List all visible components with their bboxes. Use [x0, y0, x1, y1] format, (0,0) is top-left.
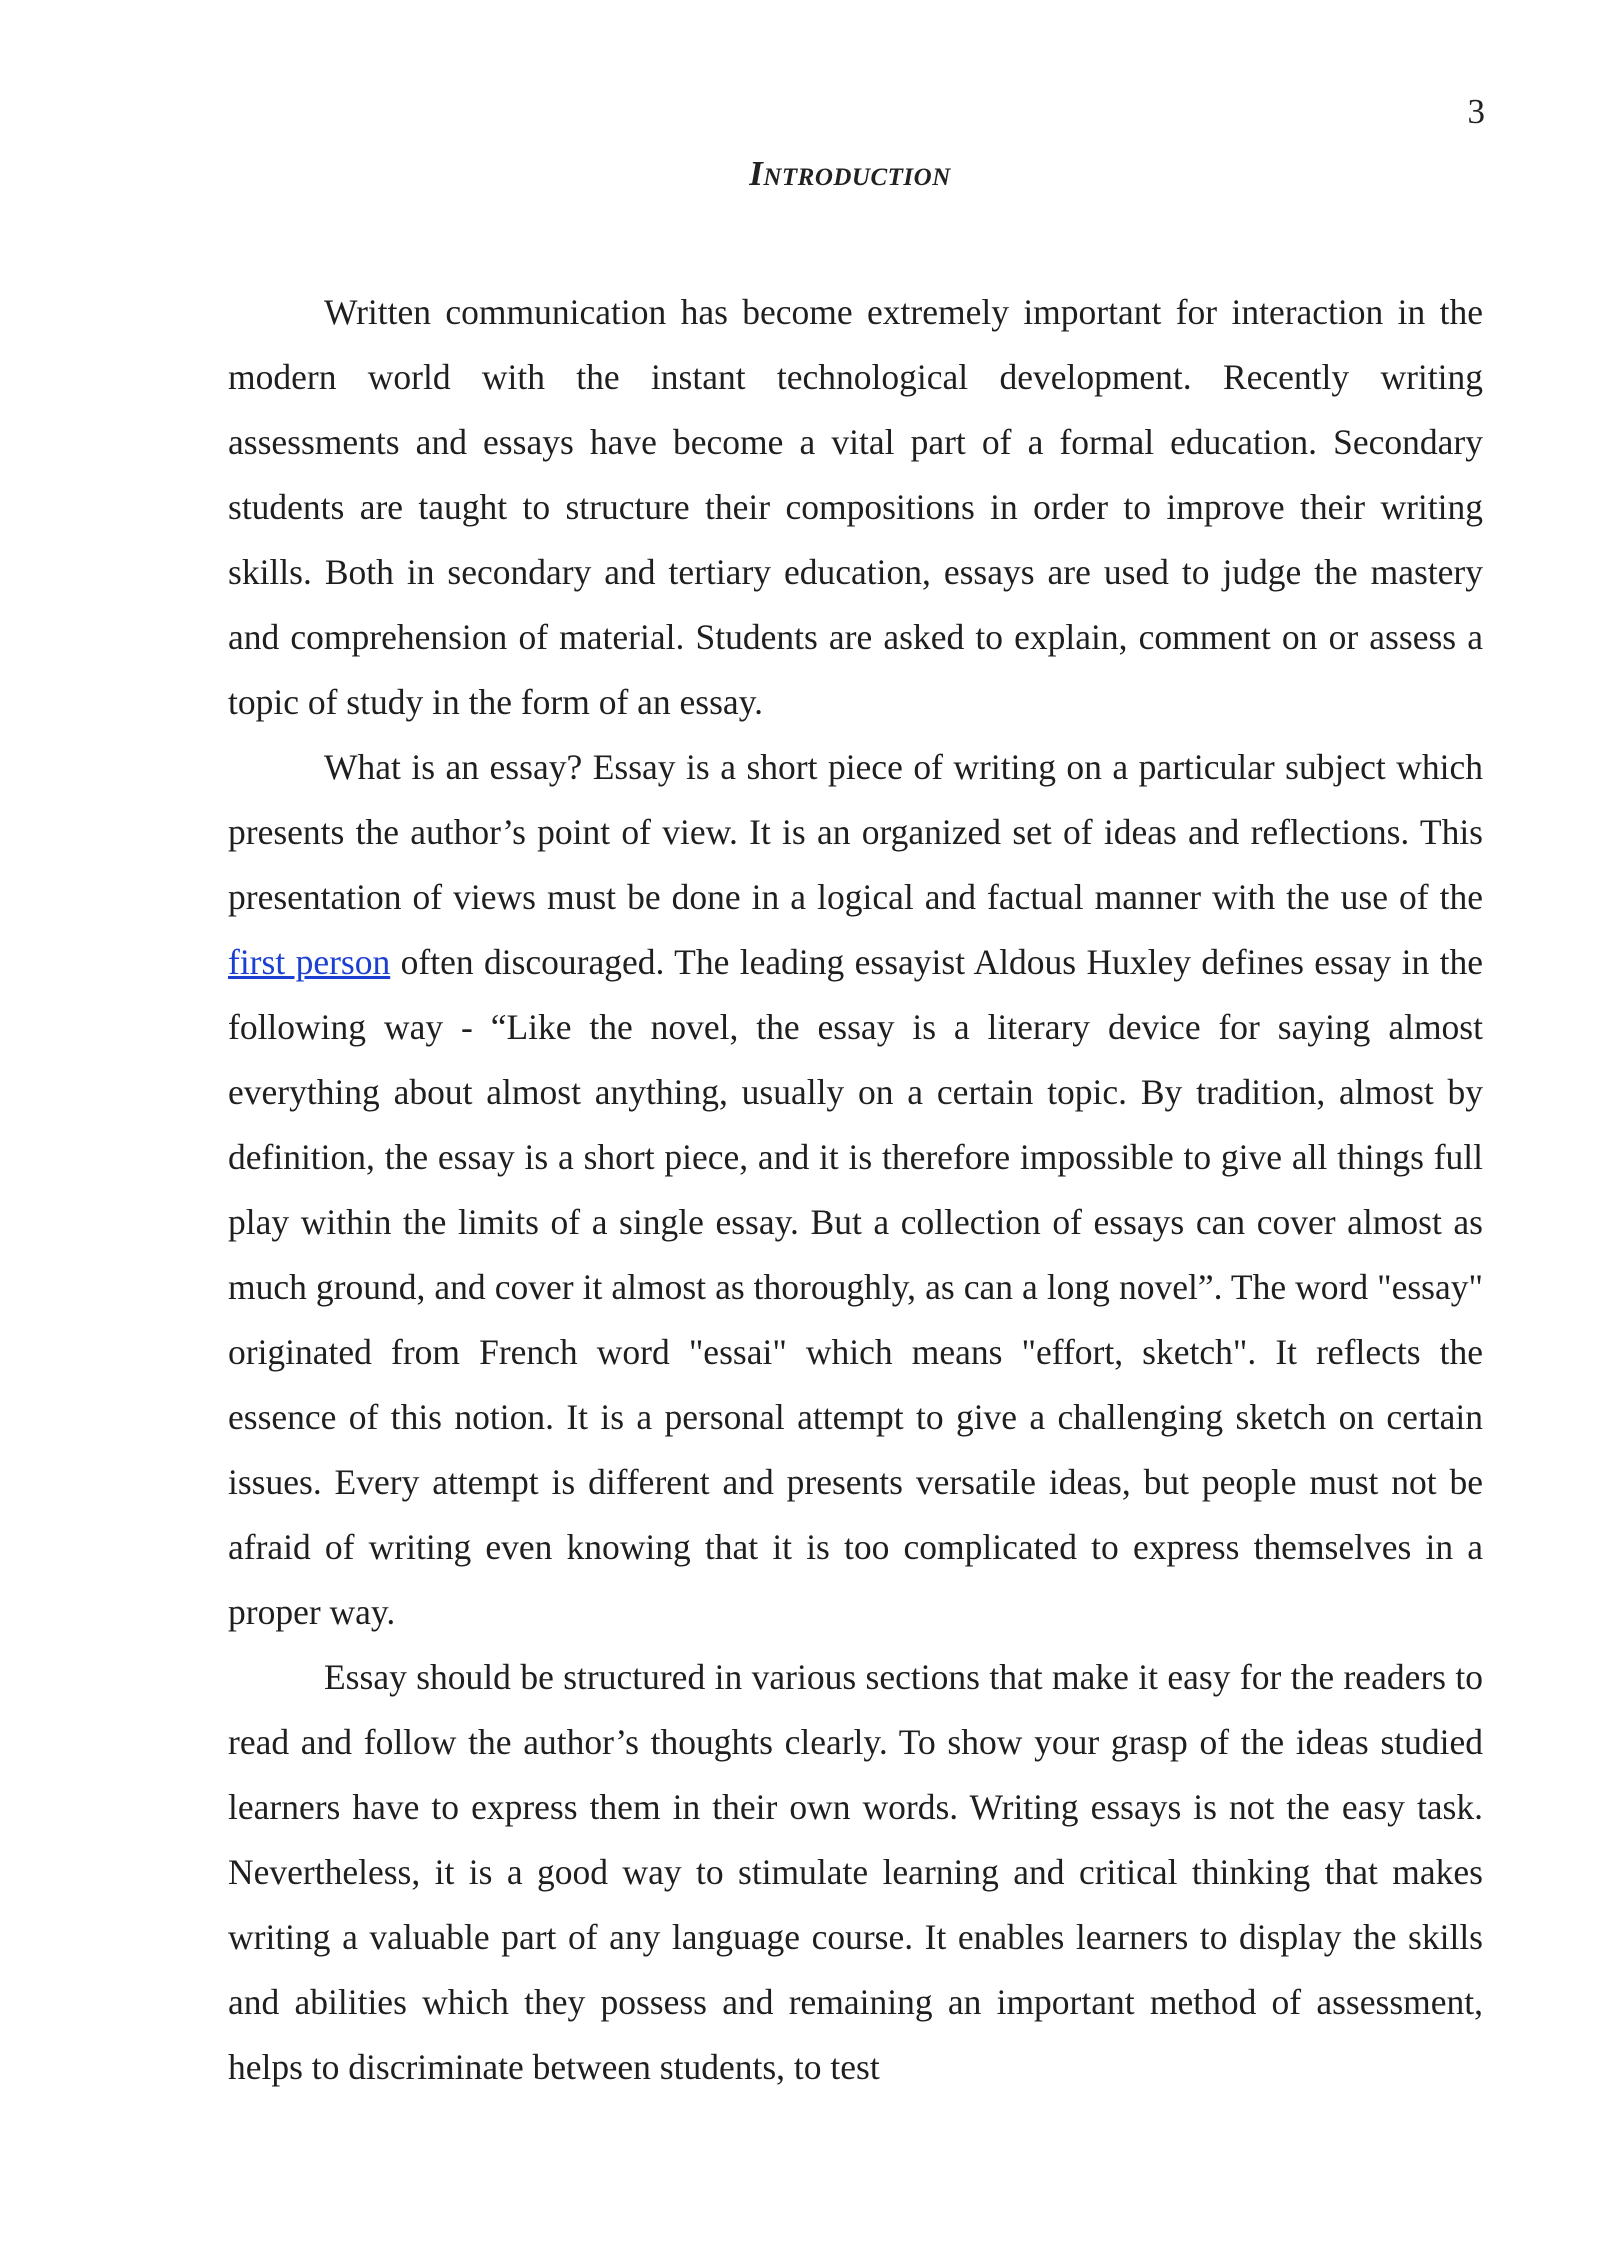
paragraph-3: Essay should be structured in various sections that make it easy for the readers to read and follow the author’s thoughts clearly. To show your grasp of the ideas studied learners have to express them in their own words. Writing essays is not the easy task. Nevertheless, it is a good way to stimulate learning and critical thinking that makes writing a valuable part of any language course. It enables learners to display the skills and abilities which they possess and remaining an important method of assessment, helps to discriminate between students, to test — [228, 1657, 1483, 2087]
first-person-link[interactable]: first person — [228, 942, 391, 982]
paragraph-2 — [228, 735, 1483, 1645]
page-number: 3 — [1467, 92, 1485, 131]
section-heading: Introduction — [749, 154, 951, 193]
paragraph-2-text-after-link: often discouraged. The leading essayist Aldous Huxley defines essay in the following way - “Like the novel, the essay is a literary device for saying almost everything about almost anything, usually on a certain topic. By tradition, almost by definition, the essay is a short piece, and it is therefore impossible to give all things full play within the limits of a single essay. But a collection of essays can cover almost as much ground, and cover it almost as thoroughly, as can a long novel”. The word "essay" originated from French word "essai" which means "effort, sketch". It reflects the essence of this notion. It is a personal attempt to give a challenging sketch on certain issues. Every attempt is different and presents versatile ideas, but people must not be afraid of writing even knowing that it is too complicated to express themselves in a proper way. — [228, 942, 1483, 1632]
paragraph-2-text-before-link: What is an essay? Essay is a short piece of writing on a particular subject which presents the author’s point of view. It is an organized set of ideas and reflections. This presentation of views must be done in a logical and factual manner with the use of the — [228, 747, 1483, 917]
paragraph-1: Written communication has become extremely important for interaction in the modern world with the instant technological development. Recently writing assessments and essays have become a vital part of a formal education. Secondary students are taught to structure their compositions in order to improve their writing skills. Both in secondary and tertiary education, essays are used to judge the mastery and comprehension of material. Students are asked to explain, comment on or assess a topic of study in the form of an essay. — [228, 292, 1483, 722]
body-text — [228, 280, 1483, 2100]
